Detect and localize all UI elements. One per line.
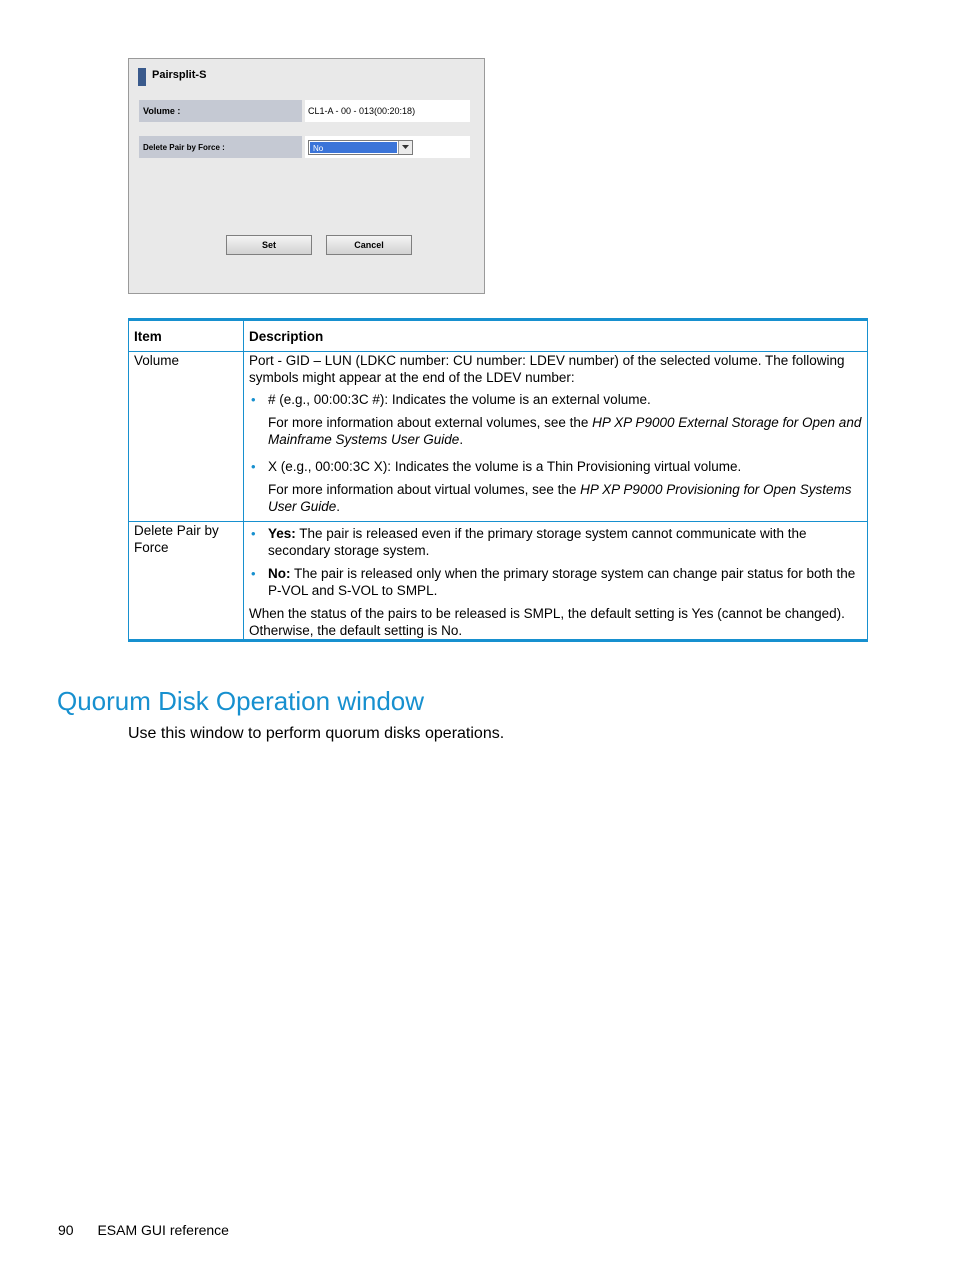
guide-title: HP XP P9000 Provisioning for Open Systems User Guide [268, 482, 852, 514]
note-external [268, 414, 862, 448]
delete-pair-field [305, 136, 470, 158]
delete-pair-select[interactable] [308, 140, 413, 155]
note-suffix: . [459, 432, 464, 447]
bullet-icon: • [251, 526, 256, 541]
table-row [129, 352, 868, 522]
volume-label: Volume : [139, 100, 302, 122]
header-item: Item [129, 320, 244, 352]
title-marker [138, 68, 146, 86]
footer-text: ESAM GUI reference [97, 1222, 229, 1238]
chevron-down-icon[interactable] [398, 141, 412, 154]
note-prefix: For more information about virtual volumes, see the [268, 482, 581, 497]
list-item [249, 525, 862, 559]
guide-title: HP XP P9000 External Storage for Open and Mainframe Systems User Guide [268, 415, 862, 447]
bullet-icon: • [251, 459, 256, 474]
set-button[interactable]: Set [226, 235, 312, 255]
page-footer [58, 1222, 229, 1238]
option-no-text: The pair is released only when the primary storage system can change pair status for both the P-VOL and S-VOL to SMPL. [268, 566, 856, 598]
option-yes-text: The pair is released even if the primary storage system cannot communicate with the secondary storage system. [268, 526, 807, 558]
delete-pair-label: Delete Pair by Force : [139, 136, 302, 158]
option-no-label: No: [268, 566, 291, 581]
list-item [249, 565, 862, 599]
row-item-volume: Volume [129, 352, 244, 522]
bullet-thin-provisioning: X (e.g., 00:00:3C X): Indicates the volume is a Thin Provisioning virtual volume. [268, 459, 742, 474]
header-description: Description [244, 320, 868, 352]
list-item [249, 391, 862, 448]
pairsplit-dialog [128, 58, 485, 294]
row-description-volume [244, 352, 868, 522]
volume-symbol-list [249, 391, 862, 515]
default-setting-note: When the status of the pairs to be released is SMPL, the default setting is Yes (cannot be changed). Otherwise, the default setting is No. [249, 606, 845, 638]
bullet-external: # (e.g., 00:00:3C #): Indicates the volume is an external volume. [268, 392, 651, 407]
bullet-icon: • [251, 566, 256, 581]
section-title: Quorum Disk Operation window [57, 686, 425, 716]
volume-value: CL1-A - 00 - 013(00:20:18) [305, 100, 470, 122]
cancel-button[interactable]: Cancel [326, 235, 412, 255]
volume-intro: Port - GID – LUN (LDKC number: CU number: LDEV number) of the selected volume. The following symbols might appear at the end of the LDEV number: [249, 353, 845, 385]
note-prefix: For more information about external volumes, see the [268, 415, 593, 430]
delete-pair-selected-value: No [310, 142, 397, 153]
table-header-row [129, 320, 868, 352]
section-intro: Use this window to perform quorum disks operations. [128, 725, 505, 742]
option-yes-label: Yes: [268, 526, 296, 541]
row-description-delete-pair [244, 522, 868, 641]
page-number: 90 [58, 1222, 74, 1238]
table-row [129, 522, 868, 641]
bullet-icon: • [251, 392, 256, 407]
delete-pair-options-list [249, 525, 862, 599]
list-item [249, 458, 862, 515]
row-item-delete-pair: Delete Pair by Force [129, 522, 244, 641]
note-virtual [268, 481, 862, 515]
dialog-title: Pairsplit-S [152, 69, 207, 81]
note-suffix: . [336, 499, 341, 514]
reference-table [128, 318, 868, 642]
